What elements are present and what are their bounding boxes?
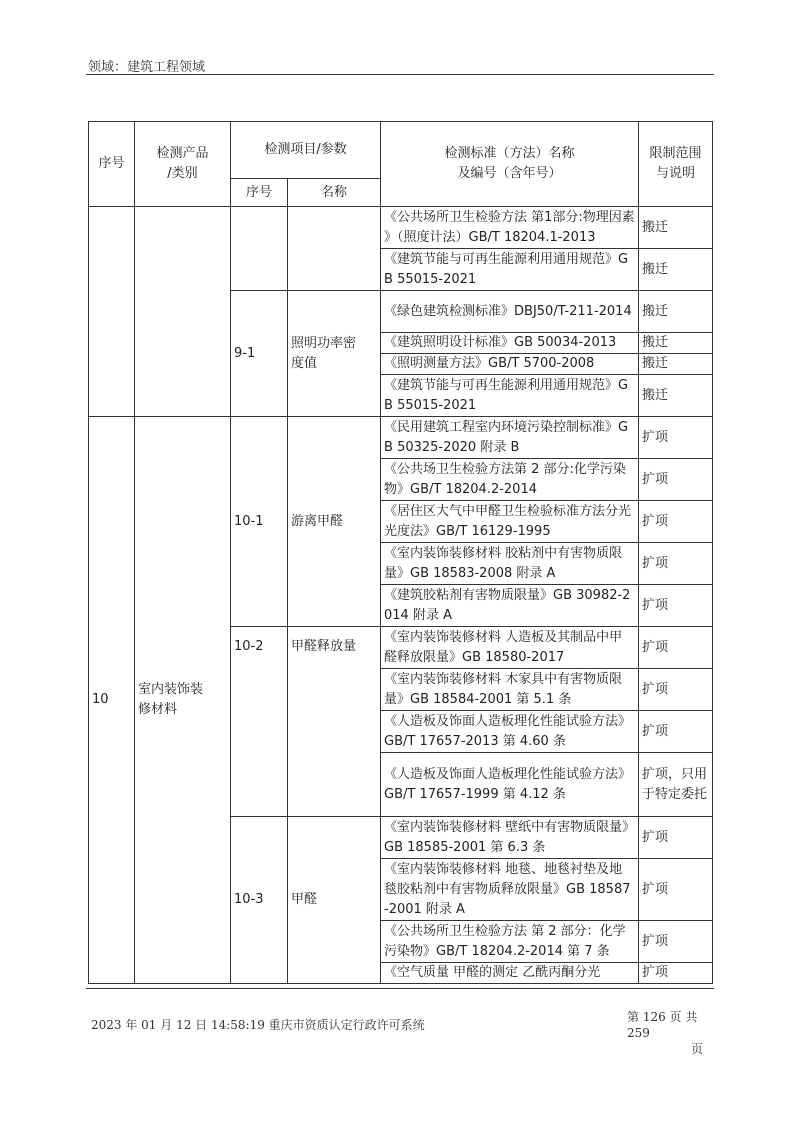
limit-cell: 扩项 [639, 817, 713, 859]
standard-cell: 《居住区大气中甲醛卫生检验标准方法分光光度法》GB/T 16129-1995 [381, 501, 639, 543]
item-name-cell: 甲醛释放量 [288, 627, 381, 817]
page-header: 领域：建筑工程领域 [88, 60, 206, 75]
prev-item-seq-cell [231, 207, 288, 291]
standard-cell: 《室内装饰装修材料 木家具中有害物质限量》GB 18584-2001 第 5.1 条 [381, 669, 639, 711]
standard-cell: 《室内装饰装修材料 壁纸中有害物质限量》GB 18585-2001 第 6.3 条 [381, 817, 639, 859]
item-name-cell: 游离甲醛 [288, 417, 381, 627]
limit-cell: 扩项 [639, 459, 713, 501]
header-item-seq: 序号 [231, 179, 288, 207]
limit-cell: 搬迁 [639, 333, 713, 354]
footer-timestamp: 2023 年 01 月 12 日 14:58:19 重庆市资质认定行政许可系统 [91, 1018, 425, 1032]
standard-cell: 《人造板及饰面人造板理化性能试验方法》GB/T 17657-1999 第 4.12 条 [381, 753, 639, 817]
limit-cell: 搬迁 [639, 291, 713, 333]
limit-cell: 扩项 [639, 543, 713, 585]
footer-divider [86, 988, 714, 989]
item-name-cell: 照明功率密 度值 [288, 291, 381, 417]
standard-cell: 《建筑照明设计标准》GB 50034-2013 [381, 333, 639, 354]
limit-cell: 扩项 [639, 963, 713, 984]
item-seq-cell: 9-1 [231, 291, 288, 417]
header-limit: 限制范围 与说明 [639, 122, 713, 207]
standard-cell: 《建筑节能与可再生能源利用通用规范》GB 55015-2021 [381, 249, 639, 291]
limit-cell: 扩项 [639, 585, 713, 627]
detection-standards-table [88, 121, 713, 984]
standard-cell: 《公共场所卫生检验方法 第1部分:物理因素 》（照度计法）GB/T 18204.1-2013 [381, 207, 639, 249]
standard-cell: 《建筑胶粘剂有害物质限量》GB 30982-2014 附录 A [381, 585, 639, 627]
prev-group-seq-cell [89, 207, 135, 417]
header-standard: 检测标准（方法）名称 及编号（含年号） [381, 122, 639, 207]
item-seq-cell: 10-1 [231, 417, 288, 627]
limit-cell: 扩项 [639, 501, 713, 543]
standard-cell: 《绿色建筑检测标准》DBJ50/T-211-2014 [381, 291, 639, 333]
item-seq-cell: 10-3 [231, 817, 288, 984]
standard-cell: 《空气质量 甲醛的测定 乙酰丙酮分光 [381, 963, 639, 984]
limit-cell: 扩项，只用于特定委托 [639, 753, 713, 817]
item-name-cell: 甲醛 [288, 817, 381, 984]
limit-cell: 扩项 [639, 921, 713, 963]
standard-cell: 《公共场卫生检验方法第 2 部分:化学污染物》GB/T 18204.2-2014 [381, 459, 639, 501]
group-seq-cell: 10 [89, 417, 135, 984]
limit-cell: 扩项 [639, 417, 713, 459]
limit-cell: 搬迁 [639, 354, 713, 375]
standard-cell: 《室内装饰装修材料 胶粘剂中有害物质限量》GB 18583-2008 附录 A [381, 543, 639, 585]
page-number [627, 1009, 717, 1057]
header-product: 检测产品 /类别 [135, 122, 231, 207]
limit-cell: 搬迁 [639, 207, 713, 249]
limit-cell: 扩项 [639, 627, 713, 669]
header-item-group: 检测项目/参数 [231, 122, 381, 179]
header-seq: 序号 [89, 122, 135, 207]
standard-cell: 《人造板及饰面人造板理化性能试验方法》GB/T 17657-2013 第 4.60 条 [381, 711, 639, 753]
standard-cell: 《照明测量方法》GB/T 5700-2008 [381, 354, 639, 375]
limit-cell: 搬迁 [639, 249, 713, 291]
standard-cell: 《公共场所卫生检验方法 第 2 部分：化学污染物》GB/T 18204.2-2014 第 7 条 [381, 921, 639, 963]
header-item-name: 名称 [288, 179, 381, 207]
limit-cell: 扩项 [639, 669, 713, 711]
page-number-line2: 页 [690, 1042, 703, 1056]
standard-cell: 《建筑节能与可再生能源利用通用规范》GB 55015-2021 [381, 375, 639, 417]
standard-cell: 《民用建筑工程室内环境污染控制标准》GB 50325-2020 附录 B [381, 417, 639, 459]
page-number-line1: 第 126 页 共 259 [627, 1010, 698, 1040]
item-seq-cell: 10-2 [231, 627, 288, 817]
limit-cell: 扩项 [639, 859, 713, 921]
limit-cell: 扩项 [639, 711, 713, 753]
group-product-cell: 室内装饰装 修材料 [135, 417, 231, 984]
header-divider [86, 74, 714, 75]
standard-cell: 《室内装饰装修材料 地毯、地毯衬垫及地毯胶粘剂中有害物质释放限量》GB 18587-2001 附录 A [381, 859, 639, 921]
prev-item-name-cell [288, 207, 381, 291]
prev-group-product-cell [135, 207, 231, 417]
limit-cell: 搬迁 [639, 375, 713, 417]
standard-cell: 《室内装饰装修材料 人造板及其制品中甲醛释放限量》GB 18580-2017 [381, 627, 639, 669]
